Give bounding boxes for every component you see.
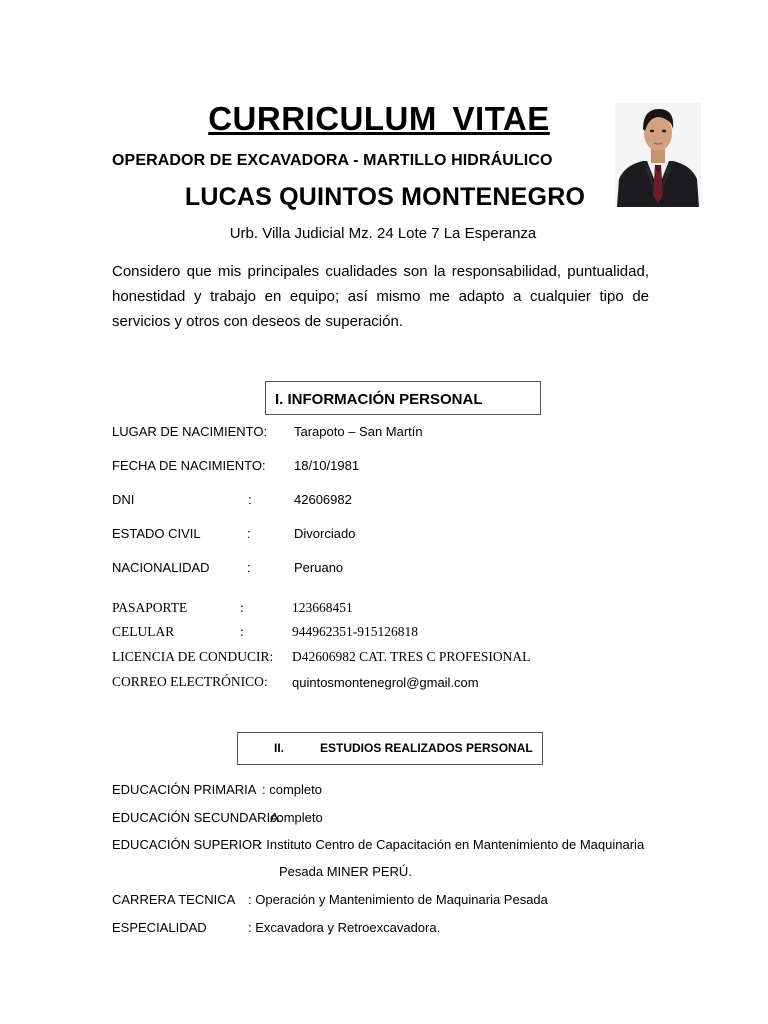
job-title: OPERADOR DE EXCAVADORA - MARTILLO HIDRÁULICO [112, 152, 553, 169]
field-value: D42606982 CAT. TRES C PROFESIONAL [292, 649, 531, 664]
address: Urb. Villa Judicial Mz. 24 Lote 7 La Esperanza [229, 225, 537, 242]
field-value: : Excavadora y Retroexcavadora. [248, 920, 441, 935]
field-label: EDUCACIÓN SECUNDARIA: [112, 810, 283, 825]
field-colon: : [247, 560, 251, 575]
field-label: EDUCACIÓN SUPERIOR [112, 837, 262, 852]
field-value: 944962351-915126818 [292, 624, 418, 639]
section-personal-info-header [265, 381, 541, 415]
section-number: II. [274, 741, 285, 755]
field-label: NACIONALIDAD [112, 560, 210, 575]
field-label: LUGAR DE NACIMIENTO: [112, 424, 268, 439]
info-row [112, 424, 267, 439]
field-value: 42606982 [294, 492, 352, 507]
field-label: CELULAR [112, 624, 175, 639]
field-label: ESPECIALIDAD [112, 920, 207, 935]
profile-summary: Considero que mis principales cualidades son la responsabilidad, puntualidad, honestidad y trabajo en equipo; así mismo me adapto a cualquier tipo de servicios y otros con deseos de superación. [112, 263, 649, 330]
field-label: CORREO ELECTRÓNICO: [112, 674, 268, 689]
field-colon: : [248, 492, 252, 507]
cv-title: CURRICULUM VITAE [208, 100, 550, 137]
field-value: : Operación y Mantenimiento de Maquinaria Pesada [248, 892, 548, 907]
field-value: Peruano [294, 560, 344, 575]
field-label: DNI [112, 492, 135, 507]
field-label: LICENCIA DE CONDUCIR: [112, 649, 274, 664]
field-value: : Instituto Centro de Capacitación en Mantenimiento de Maquinaria [259, 837, 645, 852]
profile-photo [615, 103, 701, 207]
field-colon: : [247, 526, 251, 541]
field-colon: : [240, 624, 244, 639]
field-value: 123668451 [292, 600, 353, 615]
field-value: Divorciado [294, 526, 356, 541]
field-value: completo [270, 810, 323, 825]
field-label: CARRERA TECNICA [112, 892, 236, 907]
field-colon: : [240, 600, 244, 615]
section-title: ESTUDIOS REALIZADOS PERSONAL [320, 741, 533, 755]
field-value-continued: Pesada MINER PERÚ. [279, 864, 412, 879]
section-title: I. INFORMACIÓN PERSONAL [275, 391, 483, 408]
section-education-header [237, 732, 543, 765]
field-value: Tarapoto – San Martín [294, 424, 423, 439]
field-label: PASAPORTE [112, 600, 188, 615]
field-label: FECHA DE NACIMIENTO: [112, 458, 266, 473]
field-value: 18/10/1981 [294, 458, 360, 473]
email-value: quintosmontenegrol@gmail.com [292, 675, 479, 690]
field-label: EDUCACIÓN PRIMARIA [112, 782, 257, 797]
field-value: : completo [262, 782, 322, 797]
candidate-name: LUCAS QUINTOS MONTENEGRO [184, 183, 586, 211]
field-label: ESTADO CIVIL [112, 526, 201, 541]
